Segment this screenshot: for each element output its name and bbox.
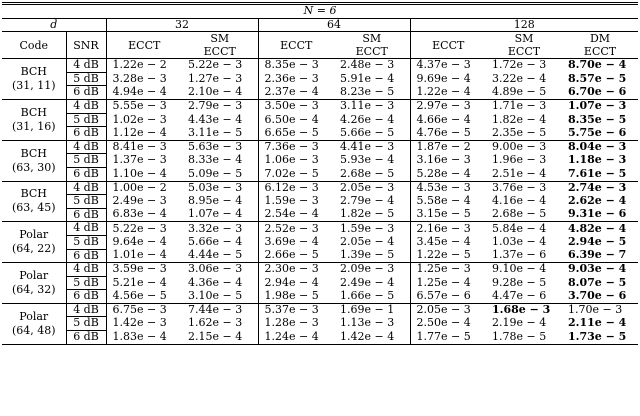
value-cell: 1.39e − 5 [340,248,395,262]
table-row [2,140,638,154]
value-cell: 2.36e − 3 [258,72,334,86]
snr-cell: 6 dB [66,331,106,345]
value-cell: 5.09e − 5 [188,166,243,180]
value-cell: 1.10e − 4 [112,166,167,180]
value-cell: 5.93e − 4 [340,153,395,167]
value-cell: 5.55e − 3 [106,99,182,113]
value-cell: 1.42e − 4 [334,331,410,345]
value-cell: 2.49e − 3 [112,194,167,208]
value-cell: 5.66e − 4 [188,234,243,248]
value-cell: 1.59e − 3 [258,195,334,209]
value-cell: 2.79e − 4 [340,194,395,208]
table-row [2,290,638,304]
value-cell: 8.07e − 5 [568,275,627,289]
value-cell: 3.16e − 3 [410,154,486,168]
value-cell: 5.37e − 3 [258,303,334,317]
value-cell: 1.24e − 4 [258,331,334,345]
value-cell: 1.66e − 5 [340,289,395,303]
table-row [2,235,638,249]
value-cell: 1.27e − 3 [188,71,243,85]
value-cell: 4.44e − 5 [188,248,243,262]
value-cell: 8.35e − 5 [568,112,627,126]
sm-ecct-header-32: SM ECCT [182,32,258,59]
value-cell: 2.94e − 5 [568,234,627,248]
snr-cell: 6 dB [66,127,106,141]
dm-ecct-header-128: DM ECCT [562,32,638,59]
value-cell: 1.87e − 2 [410,140,486,154]
d-label: d [2,18,106,32]
value-cell: 1.82e − 4 [492,112,547,126]
value-cell: 1.25e − 3 [410,263,486,277]
value-cell: 7.44e − 3 [182,303,258,317]
snr-cell: 4 dB [66,181,106,195]
value-cell: 9.03e − 4 [562,263,638,277]
table-row [2,303,638,317]
value-cell: 1.70e − 3 [562,303,638,317]
d-value-64: 64 [258,18,410,32]
value-cell: 6.50e − 4 [258,113,334,127]
sm-ecct-header-64: SM ECCT [334,32,410,59]
value-cell: 2.10e − 4 [188,85,243,99]
snr-cell: 4 dB [66,303,106,317]
value-cell: 9.10e − 4 [486,263,562,277]
table-row [2,154,638,168]
value-cell: 3.22e − 4 [492,71,547,85]
value-cell: 2.09e − 3 [334,263,410,277]
value-cell: 4.16e − 4 [492,194,547,208]
value-cell: 2.05e − 3 [334,181,410,195]
value-cell: 4.41e − 3 [334,140,410,154]
value-cell: 1.73e − 5 [562,331,638,345]
snr-cell: 4 dB [66,222,106,236]
value-cell: 4.89e − 5 [492,85,547,99]
value-cell: 3.50e − 3 [258,99,334,113]
table-row [2,72,638,86]
value-cell: 2.97e − 3 [410,99,486,113]
value-cell: 1.83e − 4 [106,331,182,345]
value-cell: 7.36e − 3 [258,140,334,154]
value-cell: 3.70e − 6 [568,289,627,303]
value-cell: 1.02e − 3 [112,112,167,126]
value-cell: 5.28e − 4 [410,167,486,181]
value-cell: 1.13e − 3 [340,316,395,330]
value-cell: 1.06e − 3 [258,154,334,168]
results-table-container [2,2,638,345]
value-cell: 2.68e − 5 [340,166,395,180]
value-cell: 9.31e − 6 [568,207,627,221]
snr-cell: 4 dB [66,99,106,113]
snr-cell: 6 dB [66,290,106,304]
value-cell: 5.22e − 3 [182,59,258,73]
value-cell: 2.94e − 4 [258,276,334,290]
value-cell: 6.57e − 6 [410,290,486,304]
table-row [2,331,638,345]
value-cell: 2.16e − 3 [410,222,486,236]
value-cell: 1.78e − 5 [486,331,562,345]
value-cell: 9.69e − 4 [410,72,486,86]
value-cell: 3.11e − 5 [188,125,243,139]
table-row [2,276,638,290]
value-cell: 2.50e − 4 [410,317,486,331]
d-value-128: 128 [410,18,638,32]
value-cell: 4.53e − 3 [410,181,486,195]
value-cell: 4.36e − 4 [188,275,243,289]
value-cell: 7.61e − 5 [568,166,627,180]
value-cell: 5.91e − 4 [340,71,395,85]
value-cell: 8.23e − 5 [340,85,395,99]
value-cell: 1.37e − 3 [112,153,167,167]
table-row [2,208,638,222]
snr-cell: 6 dB [66,86,106,100]
snr-column-header: SNR [66,32,106,59]
value-cell: 8.70e − 4 [562,59,638,73]
value-cell: 5.66e − 5 [340,125,395,139]
snr-cell: 5 dB [66,113,106,127]
table-row [2,317,638,331]
value-cell: 8.41e − 3 [106,140,182,154]
value-cell: 6.65e − 5 [258,127,334,141]
value-cell: 2.52e − 3 [258,222,334,236]
value-cell: 2.05e − 4 [340,234,395,248]
ecct-header-32: ECCT [106,32,182,59]
value-cell: 9.00e − 3 [486,140,562,154]
table-row [2,249,638,263]
value-cell: 2.11e − 4 [568,316,627,330]
ecct-header-64: ECCT [258,32,334,59]
value-cell: 1.03e − 4 [492,234,547,248]
value-cell: 1.62e − 3 [188,316,243,330]
value-cell: 3.32e − 3 [182,222,258,236]
ecct-header-128: ECCT [410,32,486,59]
table-row [2,222,638,236]
snr-cell: 5 dB [66,235,106,249]
table-row [2,99,638,113]
table-row [2,59,638,73]
value-cell: 3.59e − 3 [106,263,182,277]
value-cell: 5.84e − 4 [486,222,562,236]
value-cell: 4.82e − 4 [562,222,638,236]
value-cell: 2.05e − 3 [410,303,486,317]
value-cell: 1.07e − 4 [188,207,243,221]
value-cell: 2.54e − 4 [258,208,334,222]
value-cell: 4.47e − 6 [492,289,547,303]
value-cell: 1.42e − 3 [112,316,167,330]
value-cell: 2.49e − 4 [340,275,395,289]
value-cell: 1.77e − 5 [410,331,486,345]
value-cell: 8.35e − 3 [258,59,334,73]
table-row [2,86,638,100]
code-cell: Polar (64, 48) [2,303,66,344]
value-cell: 6.12e − 3 [258,181,334,195]
value-cell: 3.76e − 3 [486,181,562,195]
value-cell: 8.04e − 3 [562,140,638,154]
value-cell: 1.37e − 6 [492,248,547,262]
value-cell: 2.37e − 4 [258,86,334,100]
table-row [2,113,638,127]
value-cell: 1.25e − 4 [410,276,486,290]
code-cell: BCH (63, 30) [2,140,66,181]
table-row [2,181,638,195]
value-cell: 2.30e − 3 [258,263,334,277]
value-cell: 5.21e − 4 [112,275,167,289]
code-cell: BCH (63, 45) [2,181,66,222]
value-cell: 2.62e − 4 [568,194,627,208]
code-cell: Polar (64, 22) [2,222,66,263]
value-cell: 1.98e − 5 [258,290,334,304]
snr-cell: 6 dB [66,249,106,263]
value-cell: 1.82e − 5 [340,207,395,221]
value-cell: 3.15e − 5 [410,208,486,222]
value-cell: 1.07e − 3 [562,99,638,113]
value-cell: 3.06e − 3 [182,263,258,277]
value-cell: 1.00e − 2 [106,181,182,195]
value-cell: 6.70e − 6 [568,85,627,99]
value-cell: 3.28e − 3 [112,71,167,85]
code-cell: Polar (64, 32) [2,263,66,304]
value-cell: 6.75e − 3 [106,303,182,317]
table-row [2,167,638,181]
value-cell: 4.94e − 4 [112,85,167,99]
value-cell: 1.72e − 3 [486,59,562,73]
value-cell: 5.03e − 3 [182,181,258,195]
snr-cell: 4 dB [66,263,106,277]
value-cell: 5.75e − 6 [568,125,627,139]
value-cell: 1.18e − 3 [568,153,627,167]
sm-ecct-header-128: SM ECCT [486,32,562,59]
results-table [2,2,638,345]
value-cell: 2.74e − 3 [562,181,638,195]
value-cell: 4.37e − 3 [410,59,486,73]
value-cell: 3.45e − 4 [410,235,486,249]
snr-cell: 5 dB [66,154,106,168]
snr-cell: 6 dB [66,208,106,222]
value-cell: 6.39e − 7 [568,248,627,262]
value-cell: 9.28e − 5 [492,275,547,289]
value-cell: 2.66e − 5 [258,249,334,263]
value-cell: 1.22e − 4 [410,86,486,100]
value-cell: 1.12e − 4 [112,125,167,139]
value-cell: 1.96e − 3 [492,153,547,167]
value-cell: 2.68e − 5 [492,207,547,221]
value-cell: 7.02e − 5 [258,167,334,181]
value-cell: 8.95e − 4 [188,194,243,208]
snr-cell: 4 dB [66,59,106,73]
value-cell: 1.69e − 1 [334,303,410,317]
n-label: N = 6 [2,4,638,19]
snr-cell: 5 dB [66,72,106,86]
value-cell: 2.79e − 3 [182,99,258,113]
value-cell: 2.19e − 4 [492,316,547,330]
value-cell: 2.51e − 4 [492,166,547,180]
table-row [2,263,638,277]
snr-cell: 5 dB [66,317,106,331]
value-cell: 8.57e − 5 [568,71,627,85]
code-cell: BCH (31, 16) [2,99,66,140]
value-cell: 1.59e − 3 [334,222,410,236]
value-cell: 3.11e − 3 [334,99,410,113]
value-cell: 5.22e − 3 [106,222,182,236]
value-cell: 1.01e − 4 [112,248,167,262]
value-cell: 4.26e − 4 [340,112,395,126]
value-cell: 1.22e − 5 [410,249,486,263]
value-cell: 4.76e − 5 [410,127,486,141]
table-row [2,195,638,209]
value-cell: 1.28e − 3 [258,317,334,331]
d-value-32: 32 [106,18,258,32]
value-cell: 1.68e − 3 [486,303,562,317]
code-column-header: Code [2,32,66,59]
value-cell: 4.56e − 5 [112,289,167,303]
value-cell: 2.48e − 3 [334,59,410,73]
value-cell: 6.83e − 4 [112,207,167,221]
value-cell: 1.22e − 2 [106,59,182,73]
table-row [2,127,638,141]
value-cell: 5.63e − 3 [182,140,258,154]
value-cell: 2.15e − 4 [182,331,258,345]
snr-cell: 5 dB [66,195,106,209]
snr-cell: 4 dB [66,140,106,154]
value-cell: 3.69e − 4 [258,235,334,249]
value-cell: 8.33e − 4 [188,153,243,167]
value-cell: 3.10e − 5 [188,289,243,303]
value-cell: 4.66e − 4 [410,113,486,127]
value-cell: 1.71e − 3 [486,99,562,113]
snr-cell: 6 dB [66,167,106,181]
value-cell: 5.58e − 4 [410,195,486,209]
code-cell: BCH (31, 11) [2,59,66,100]
snr-cell: 5 dB [66,276,106,290]
value-cell: 4.43e − 4 [188,112,243,126]
value-cell: 2.35e − 5 [492,125,547,139]
value-cell: 9.64e − 4 [112,234,167,248]
